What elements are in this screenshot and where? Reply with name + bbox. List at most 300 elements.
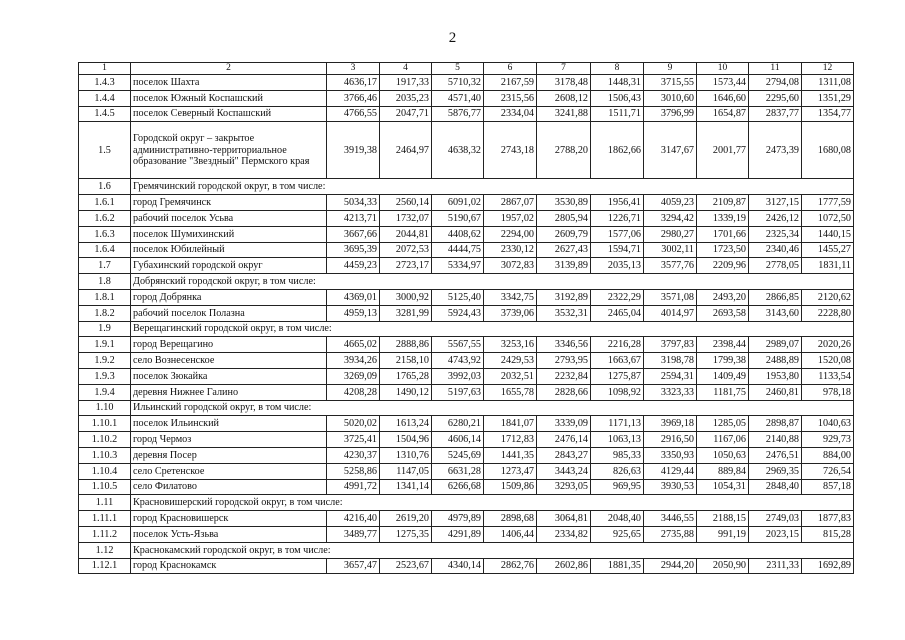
settlement-name: город Чермоз — [131, 432, 327, 448]
value-cell: 1577,06 — [591, 226, 644, 242]
value-cell: 1351,29 — [802, 90, 854, 106]
row-code: 1.5 — [79, 122, 131, 179]
column-number: 5 — [432, 63, 484, 75]
table-row — [79, 479, 854, 495]
value-cell: 1957,02 — [484, 210, 537, 226]
table-row — [79, 226, 854, 242]
value-cell: 884,00 — [802, 447, 854, 463]
value-cell: 3657,47 — [327, 558, 380, 574]
value-cell: 2325,34 — [749, 226, 802, 242]
value-cell: 1732,07 — [380, 210, 432, 226]
column-number: 3 — [327, 63, 380, 75]
value-cell: 2340,46 — [749, 242, 802, 258]
column-number: 8 — [591, 63, 644, 75]
value-cell: 726,54 — [802, 463, 854, 479]
value-cell: 2523,67 — [380, 558, 432, 574]
value-cell: 1448,31 — [591, 75, 644, 91]
row-code: 1.11 — [79, 495, 131, 511]
page-number: 2 — [448, 30, 457, 46]
value-cell: 4638,32 — [432, 122, 484, 179]
column-number: 9 — [644, 63, 697, 75]
value-cell: 3530,89 — [537, 195, 591, 211]
value-cell: 3339,09 — [537, 416, 591, 432]
value-cell: 3446,55 — [644, 511, 697, 527]
value-cell: 1841,07 — [484, 416, 537, 432]
value-cell: 2315,56 — [484, 90, 537, 106]
value-cell: 2209,96 — [697, 258, 749, 274]
value-cell: 3010,60 — [644, 90, 697, 106]
value-cell: 2158,10 — [380, 353, 432, 369]
value-cell: 1723,50 — [697, 242, 749, 258]
value-cell: 4636,17 — [327, 75, 380, 91]
value-cell: 2989,07 — [749, 337, 802, 353]
value-cell: 6266,68 — [432, 479, 484, 495]
value-cell: 3796,99 — [644, 106, 697, 122]
column-number: 1 — [79, 63, 131, 75]
row-code: 1.9 — [79, 321, 131, 337]
row-code: 1.8.1 — [79, 289, 131, 305]
value-cell: 2232,84 — [537, 368, 591, 384]
value-cell: 3919,38 — [327, 122, 380, 179]
value-cell: 3350,93 — [644, 447, 697, 463]
table-row — [79, 526, 854, 542]
value-cell: 1050,63 — [697, 447, 749, 463]
value-cell: 1409,49 — [697, 368, 749, 384]
column-number: 12 — [802, 63, 854, 75]
value-cell: 1273,47 — [484, 463, 537, 479]
value-cell: 3253,16 — [484, 337, 537, 353]
value-cell: 4129,44 — [644, 463, 697, 479]
value-cell: 6280,21 — [432, 416, 484, 432]
value-cell: 2793,95 — [537, 353, 591, 369]
value-cell: 2426,12 — [749, 210, 802, 226]
value-cell: 3532,31 — [537, 305, 591, 321]
settlement-name: город Гремячинск — [131, 195, 327, 211]
group-title: Ильинский городской округ, в том числе: — [131, 400, 854, 416]
value-cell: 1594,71 — [591, 242, 644, 258]
settlement-name: Губахинский городской округ — [131, 258, 327, 274]
value-cell: 1285,05 — [697, 416, 749, 432]
value-cell: 889,84 — [697, 463, 749, 479]
value-cell: 4991,72 — [327, 479, 380, 495]
table-row — [79, 353, 854, 369]
value-cell: 3443,24 — [537, 463, 591, 479]
value-cell: 2464,97 — [380, 122, 432, 179]
value-cell: 3797,83 — [644, 337, 697, 353]
value-cell: 2888,86 — [380, 337, 432, 353]
value-cell: 3571,08 — [644, 289, 697, 305]
value-cell: 3992,03 — [432, 368, 484, 384]
value-cell: 1654,87 — [697, 106, 749, 122]
value-cell: 3294,42 — [644, 210, 697, 226]
value-cell: 925,65 — [591, 526, 644, 542]
value-cell: 1917,33 — [380, 75, 432, 91]
value-cell: 2828,66 — [537, 384, 591, 400]
column-number: 2 — [131, 63, 327, 75]
value-cell: 2109,87 — [697, 195, 749, 211]
column-number: 10 — [697, 63, 749, 75]
group-header-row — [79, 400, 854, 416]
column-number: 4 — [380, 63, 432, 75]
value-cell: 2295,60 — [749, 90, 802, 106]
value-cell: 2867,07 — [484, 195, 537, 211]
table-row — [79, 447, 854, 463]
value-cell: 3281,99 — [380, 305, 432, 321]
settlement-name: деревня Нижнее Галино — [131, 384, 327, 400]
row-code: 1.8.2 — [79, 305, 131, 321]
value-cell: 1339,19 — [697, 210, 749, 226]
value-cell: 4059,23 — [644, 195, 697, 211]
table-row — [79, 210, 854, 226]
value-cell: 3577,76 — [644, 258, 697, 274]
value-cell: 2693,58 — [697, 305, 749, 321]
value-cell: 1646,60 — [697, 90, 749, 106]
row-code: 1.10 — [79, 400, 131, 416]
value-cell: 969,95 — [591, 479, 644, 495]
value-cell: 1098,92 — [591, 384, 644, 400]
value-cell: 2608,12 — [537, 90, 591, 106]
settlement-name: село Вознесенское — [131, 353, 327, 369]
value-cell: 4979,89 — [432, 511, 484, 527]
value-cell: 2473,39 — [749, 122, 802, 179]
value-cell: 3934,26 — [327, 353, 380, 369]
row-code: 1.6.4 — [79, 242, 131, 258]
value-cell: 2594,31 — [644, 368, 697, 384]
group-title: Красновишерский городской округ, в том числе: — [131, 495, 854, 511]
value-cell: 1455,27 — [802, 242, 854, 258]
table-row — [79, 384, 854, 400]
value-cell: 2311,33 — [749, 558, 802, 574]
value-cell: 2602,86 — [537, 558, 591, 574]
value-cell: 2334,82 — [537, 526, 591, 542]
value-cell: 5258,86 — [327, 463, 380, 479]
row-code: 1.12 — [79, 542, 131, 558]
value-cell: 4213,71 — [327, 210, 380, 226]
value-cell: 3147,67 — [644, 122, 697, 179]
settlement-name: Городской округ – закрытое административно-территориальное образование "Звездный" Пермского края — [131, 122, 327, 179]
group-header-row — [79, 321, 854, 337]
value-cell: 5125,40 — [432, 289, 484, 305]
row-code: 1.6.1 — [79, 195, 131, 211]
table-row — [79, 432, 854, 448]
value-cell: 3072,83 — [484, 258, 537, 274]
value-cell: 2001,77 — [697, 122, 749, 179]
row-code: 1.11.2 — [79, 526, 131, 542]
value-cell: 3489,77 — [327, 526, 380, 542]
value-cell: 4369,01 — [327, 289, 380, 305]
value-cell: 4291,89 — [432, 526, 484, 542]
value-cell: 2167,59 — [484, 75, 537, 91]
value-cell: 3766,46 — [327, 90, 380, 106]
row-code: 1.8 — [79, 274, 131, 290]
value-cell: 1765,28 — [380, 368, 432, 384]
value-cell: 1072,50 — [802, 210, 854, 226]
value-cell: 4408,62 — [432, 226, 484, 242]
value-cell: 2778,05 — [749, 258, 802, 274]
value-cell: 4743,92 — [432, 353, 484, 369]
value-cell: 2627,43 — [537, 242, 591, 258]
value-cell: 2035,23 — [380, 90, 432, 106]
value-cell: 2047,71 — [380, 106, 432, 122]
value-cell: 2140,88 — [749, 432, 802, 448]
settlement-name: город Красновишерск — [131, 511, 327, 527]
settlement-name: село Филатово — [131, 479, 327, 495]
value-cell: 1490,12 — [380, 384, 432, 400]
settlement-name: поселок Южный Коспашский — [131, 90, 327, 106]
value-cell: 5245,69 — [432, 447, 484, 463]
value-cell: 2020,26 — [802, 337, 854, 353]
value-cell: 2476,14 — [537, 432, 591, 448]
value-cell: 2493,20 — [697, 289, 749, 305]
value-cell: 1831,11 — [802, 258, 854, 274]
settlement-name: поселок Ильинский — [131, 416, 327, 432]
value-cell: 3192,89 — [537, 289, 591, 305]
value-cell: 2898,87 — [749, 416, 802, 432]
value-cell: 3127,15 — [749, 195, 802, 211]
group-title: Краснокамский городской округ, в том числе: — [131, 542, 854, 558]
value-cell: 1701,66 — [697, 226, 749, 242]
value-cell: 1310,76 — [380, 447, 432, 463]
value-cell: 5190,67 — [432, 210, 484, 226]
value-cell: 2120,62 — [802, 289, 854, 305]
value-cell: 3725,41 — [327, 432, 380, 448]
row-code: 1.11.1 — [79, 511, 131, 527]
table-row — [79, 90, 854, 106]
value-cell: 4216,40 — [327, 511, 380, 527]
value-cell: 4665,02 — [327, 337, 380, 353]
value-cell: 3715,55 — [644, 75, 697, 91]
value-cell: 3667,66 — [327, 226, 380, 242]
group-header-row — [79, 274, 854, 290]
value-cell: 3241,88 — [537, 106, 591, 122]
settlement-name: город Краснокамск — [131, 558, 327, 574]
value-cell: 2488,89 — [749, 353, 802, 369]
value-cell: 2848,40 — [749, 479, 802, 495]
value-cell: 985,33 — [591, 447, 644, 463]
value-cell: 2334,04 — [484, 106, 537, 122]
value-cell: 1881,35 — [591, 558, 644, 574]
row-code: 1.9.3 — [79, 368, 131, 384]
value-cell: 1953,80 — [749, 368, 802, 384]
value-cell: 1406,44 — [484, 526, 537, 542]
value-cell: 1275,87 — [591, 368, 644, 384]
value-cell: 815,28 — [802, 526, 854, 542]
group-header-row — [79, 542, 854, 558]
value-cell: 1511,71 — [591, 106, 644, 122]
value-cell: 2330,12 — [484, 242, 537, 258]
value-cell: 2294,00 — [484, 226, 537, 242]
value-cell: 2735,88 — [644, 526, 697, 542]
value-cell: 2044,81 — [380, 226, 432, 242]
row-code: 1.10.3 — [79, 447, 131, 463]
value-cell: 1692,89 — [802, 558, 854, 574]
value-cell: 2866,85 — [749, 289, 802, 305]
value-cell: 3695,39 — [327, 242, 380, 258]
value-cell: 1504,96 — [380, 432, 432, 448]
table-row — [79, 258, 854, 274]
value-cell: 2862,76 — [484, 558, 537, 574]
row-code: 1.10.2 — [79, 432, 131, 448]
row-code: 1.4.5 — [79, 106, 131, 122]
value-cell: 1054,31 — [697, 479, 749, 495]
group-header-row — [79, 495, 854, 511]
value-cell: 857,18 — [802, 479, 854, 495]
row-code: 1.10.5 — [79, 479, 131, 495]
value-cell: 2749,03 — [749, 511, 802, 527]
value-cell: 2035,13 — [591, 258, 644, 274]
settlement-name: поселок Шумихинский — [131, 226, 327, 242]
value-cell: 4766,55 — [327, 106, 380, 122]
row-code: 1.9.4 — [79, 384, 131, 400]
value-cell: 2048,40 — [591, 511, 644, 527]
row-code: 1.4.4 — [79, 90, 131, 106]
value-cell: 2032,51 — [484, 368, 537, 384]
value-cell: 3293,05 — [537, 479, 591, 495]
value-cell: 2794,08 — [749, 75, 802, 91]
column-number-row — [79, 63, 854, 75]
value-cell: 2619,20 — [380, 511, 432, 527]
settlement-name: рабочий поселок Полазна — [131, 305, 327, 321]
value-cell: 2023,15 — [749, 526, 802, 542]
value-cell: 3000,92 — [380, 289, 432, 305]
value-cell: 6091,02 — [432, 195, 484, 211]
value-cell: 1147,05 — [380, 463, 432, 479]
value-cell: 2476,51 — [749, 447, 802, 463]
settlement-name: деревня Посер — [131, 447, 327, 463]
value-cell: 2980,27 — [644, 226, 697, 242]
group-header-row — [79, 179, 854, 195]
table-row — [79, 195, 854, 211]
tariff-table — [78, 62, 854, 574]
value-cell: 2898,68 — [484, 511, 537, 527]
value-cell: 2398,44 — [697, 337, 749, 353]
value-cell: 3969,18 — [644, 416, 697, 432]
row-code: 1.6.2 — [79, 210, 131, 226]
value-cell: 1063,13 — [591, 432, 644, 448]
value-cell: 5034,33 — [327, 195, 380, 211]
row-code: 1.9.1 — [79, 337, 131, 353]
value-cell: 1862,66 — [591, 122, 644, 179]
value-cell: 1509,86 — [484, 479, 537, 495]
value-cell: 3139,89 — [537, 258, 591, 274]
value-cell: 4208,28 — [327, 384, 380, 400]
row-code: 1.7 — [79, 258, 131, 274]
column-number: 7 — [537, 63, 591, 75]
row-code: 1.9.2 — [79, 353, 131, 369]
value-cell: 1440,15 — [802, 226, 854, 242]
column-number: 11 — [749, 63, 802, 75]
value-cell: 991,19 — [697, 526, 749, 542]
value-cell: 5334,97 — [432, 258, 484, 274]
value-cell: 1520,08 — [802, 353, 854, 369]
table-row — [79, 463, 854, 479]
value-cell: 2805,94 — [537, 210, 591, 226]
value-cell: 5567,55 — [432, 337, 484, 353]
value-cell: 3323,33 — [644, 384, 697, 400]
value-cell: 2837,77 — [749, 106, 802, 122]
value-cell: 2460,81 — [749, 384, 802, 400]
table-row — [79, 337, 854, 353]
value-cell: 5710,32 — [432, 75, 484, 91]
value-cell: 2188,15 — [697, 511, 749, 527]
table-row — [79, 122, 854, 179]
value-cell: 1133,54 — [802, 368, 854, 384]
value-cell: 2322,29 — [591, 289, 644, 305]
value-cell: 3064,81 — [537, 511, 591, 527]
value-cell: 4459,23 — [327, 258, 380, 274]
settlement-name: поселок Северный Коспашский — [131, 106, 327, 122]
group-title: Добрянский городской округ, в том числе: — [131, 274, 854, 290]
row-code: 1.12.1 — [79, 558, 131, 574]
value-cell: 3930,53 — [644, 479, 697, 495]
value-cell: 1341,14 — [380, 479, 432, 495]
value-cell: 4230,37 — [327, 447, 380, 463]
value-cell: 1167,06 — [697, 432, 749, 448]
value-cell: 2228,80 — [802, 305, 854, 321]
settlement-name: поселок Юбилейный — [131, 242, 327, 258]
table-row — [79, 289, 854, 305]
group-title: Верещагинский городской округ, в том числе: — [131, 321, 854, 337]
value-cell: 1777,59 — [802, 195, 854, 211]
value-cell: 3002,11 — [644, 242, 697, 258]
value-cell: 1712,83 — [484, 432, 537, 448]
value-cell: 3342,75 — [484, 289, 537, 305]
value-cell: 1354,77 — [802, 106, 854, 122]
row-code: 1.4.3 — [79, 75, 131, 91]
settlement-name: город Верещагино — [131, 337, 327, 353]
table-body — [79, 63, 854, 574]
value-cell: 2216,28 — [591, 337, 644, 353]
value-cell: 929,73 — [802, 432, 854, 448]
value-cell: 1613,24 — [380, 416, 432, 432]
table-row — [79, 106, 854, 122]
value-cell: 5020,02 — [327, 416, 380, 432]
table-row — [79, 368, 854, 384]
value-cell: 1956,41 — [591, 195, 644, 211]
row-code: 1.6.3 — [79, 226, 131, 242]
value-cell: 2944,20 — [644, 558, 697, 574]
value-cell: 1506,43 — [591, 90, 644, 106]
settlement-name: город Добрянка — [131, 289, 327, 305]
value-cell: 3143,60 — [749, 305, 802, 321]
value-cell: 826,63 — [591, 463, 644, 479]
value-cell: 1680,08 — [802, 122, 854, 179]
table-row — [79, 242, 854, 258]
value-cell: 3178,48 — [537, 75, 591, 91]
value-cell: 4014,97 — [644, 305, 697, 321]
settlement-name: село Сретенское — [131, 463, 327, 479]
settlement-name: рабочий поселок Усьва — [131, 210, 327, 226]
settlement-name: поселок Зюкайка — [131, 368, 327, 384]
value-cell: 978,18 — [802, 384, 854, 400]
table-row — [79, 416, 854, 432]
value-cell: 1171,13 — [591, 416, 644, 432]
value-cell: 4444,75 — [432, 242, 484, 258]
value-cell: 2050,90 — [697, 558, 749, 574]
value-cell: 2072,53 — [380, 242, 432, 258]
value-cell: 4606,14 — [432, 432, 484, 448]
value-cell: 2788,20 — [537, 122, 591, 179]
value-cell: 2465,04 — [591, 305, 644, 321]
group-title: Гремячинский городской округ, в том числе: — [131, 179, 854, 195]
column-number: 6 — [484, 63, 537, 75]
value-cell: 2843,27 — [537, 447, 591, 463]
value-cell: 5197,63 — [432, 384, 484, 400]
settlement-name: поселок Шахта — [131, 75, 327, 91]
value-cell: 2429,53 — [484, 353, 537, 369]
value-cell: 2560,14 — [380, 195, 432, 211]
value-cell: 1655,78 — [484, 384, 537, 400]
